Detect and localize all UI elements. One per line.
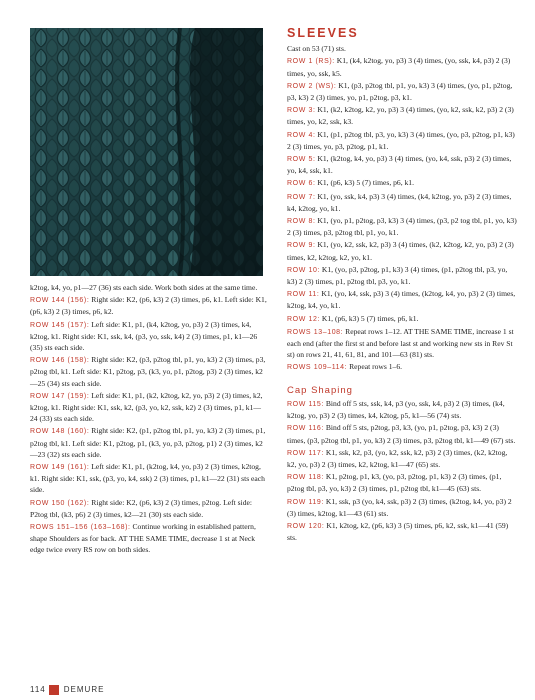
row-text: K1, p2tog, p1, k3, (yo, p3, p2tog, p1, k3) 2 (3) times, (p1, p2tog tbl, p3, yo, k3) 2 (3) times, p1, p2tog tbl, k1—45 (63) sts. (287, 472, 502, 494)
row-text: Right side: K2, (p3, p2tog tbl, p1, yo, k3) 2 (3) times, p3, p2tog tbl, k1. Left side: K1, p2tog, p3, (k3, yo, p1, p2tog, p3) 2 (3) times, k2—25 (34) sts each side. (30, 355, 266, 388)
left-column (30, 282, 267, 557)
row-text: Right side: K2, (p1, p2tog tbl, p1, yo, k3) 2 (3) times, p1, p2tog tbl, k1. Left side: K1, p2tog, p1, (k3, yo, p3, p2tog, p1) 2 (3) times, k2—23 (32) sts each side. (30, 426, 266, 459)
row-text: K1, (yo, k4, ssk, p3) 3 (4) times, (k2tog, k4, yo, p3) 2 (3) times, k2tog, k4, yo, k1. (287, 289, 516, 311)
row-text: Right side: K2, (p6, k3) 2 (3) times, p6, k1. Left side: K1, (p6, k3) 2 (3) times, p6, k2. (30, 295, 267, 317)
row-label: ROW 10: (287, 266, 320, 274)
row-label: ROW 12: (287, 315, 320, 323)
row-text: K1, ssk, k2, p3, (yo, k2, ssk, k2, p3) 2 (3) times, (k2, k2tog, k2, yo, p3) 2 (3) times, k2, k2tog, k1—47 (65) sts. (287, 447, 508, 469)
instruction-paragraph (287, 520, 517, 543)
row-label: ROW 4: (287, 131, 316, 139)
instruction-paragraph (287, 264, 517, 287)
instruction-paragraph (30, 497, 267, 520)
row-text: Repeat rows 1–6. (347, 362, 403, 372)
instruction-paragraph (30, 319, 267, 354)
instruction-paragraph (287, 471, 517, 494)
cast-on-text: Cast on 53 (71) sts. (287, 44, 346, 54)
row-label: ROW 149 (161): (30, 464, 90, 472)
row-text: k2tog, k4, yo, p1—27 (36) sts each side. Work both sides at the same time. (30, 283, 258, 292)
row-text: Right side: K2, (p6, k3) 2 (3) times, p2tog. Left side: P2tog tbl, (k3, p6) 2 (3) times, k2—21 (30) sts each side. (30, 497, 252, 519)
page-number: 114 (30, 685, 46, 694)
row-text: Repeat rows 1–12. AT THE SAME TIME, increase 1 st each end (after the first st and before last st and working new sts in Rev St st) on rows 21, 41, 61, 81, and 101—63 (81) sts. (287, 326, 514, 360)
row-text: Left side: K1, p1, (k2tog, k4, yo, p3) 2 (3) times, k2tog, k1. Right side: K1, ssk, (p3, yo, k4, ssk) 2 (3) times, p1, k1—22 (31) sts each side. (30, 462, 265, 495)
instruction-paragraph (287, 129, 517, 152)
instruction-paragraph (30, 461, 267, 496)
instruction-paragraph (287, 361, 517, 373)
row-label: ROW 147 (159): (30, 392, 90, 400)
row-label: ROW 144 (156): (30, 297, 90, 305)
row-label: ROW 5: (287, 156, 316, 164)
row-text: Left side: K1, p1, (k4, k2tog, yo, p3) 2 (3) times, k4, k2tog, k1. Right side: K1, ssk, k4, (p3, yo, ssk, k4) 2 (3) times, p1, k1—26 (35) sts each side. (30, 319, 258, 353)
instruction-paragraph (287, 288, 517, 311)
instruction-paragraph (287, 422, 517, 445)
row-label: ROW 6: (287, 180, 316, 188)
instruction-paragraph (287, 153, 517, 176)
instruction-paragraph (287, 191, 517, 214)
row-text: K1, (k4, k2tog, yo, p3) 3 (4) times, (yo, ssk, k4, p3) 2 (3) times, yo, ssk, k5. (287, 56, 511, 78)
row-text: K1, k2tog, k2, (p6, k3) 3 (5) times, p6, k2, ssk, k1—41 (59) sts. (287, 520, 509, 543)
row-text: K1, (p6, k3) 5 (7) times, p6, k1. (315, 178, 414, 188)
row-text: K1, (yo, k2, ssk, k2, p3) 3 (4) times, (k2, k2tog, k2, yo, p3) 2 (3) times, k2, k2tog, k2, yo, k1. (287, 240, 514, 262)
instruction-paragraph (30, 294, 267, 317)
row-label: ROW 116: (287, 425, 324, 433)
row-label: ROW 9: (287, 242, 316, 250)
instruction-paragraph (30, 521, 267, 556)
row-label: ROW 119: (287, 498, 324, 506)
instruction-paragraph (287, 239, 517, 262)
row-label: ROW 3: (287, 107, 316, 115)
row-label: ROW 115: (287, 400, 324, 408)
row-label: ROW 120: (287, 522, 325, 530)
instruction-paragraph (287, 326, 517, 361)
row-label: ROW 118: (287, 474, 324, 482)
row-text: K1, (yo, ssk, k4, p3) 3 (4) times, (k4, k2tog, yo, p3) 2 (3) times, k4, k2tog, yo, k1. (287, 191, 512, 213)
red-square-icon (49, 685, 59, 695)
row-label: ROWS 13–108: (287, 328, 344, 336)
sleeves-heading: SLEEVES (287, 26, 359, 40)
row-label: ROWS 109–114: (287, 364, 348, 372)
instruction-paragraph (30, 282, 267, 293)
row-text: Continue working in established pattern, shape Shoulders as for back. AT THE SAME TIME, decrease 1 st at Neck edge twice every RS row on both sides. (30, 522, 256, 555)
instruction-paragraph (287, 55, 517, 78)
row-label: ROW 148 (160): (30, 428, 90, 436)
instruction-paragraph (30, 390, 267, 425)
row-text: K1, ssk, p3 (yo, k4, ssk, p3) 2 (3) times, (k2tog, k4, yo, p3) 2 (3) times, k2tog, k1—43 (61) sts. (287, 496, 512, 518)
row-text: K1, (yo, p3, p2tog, p1, k3) 3 (4) times, (p1, p2tog tbl, p3, yo, k3) 2 (3) times, p1, p2tog tbl, p3, yo, k1. (287, 264, 508, 287)
instruction-paragraph (287, 447, 517, 470)
row-text: K1, (yo, p1, p2tog, p3, k3) 3 (4) times, (p3, p2 tog tbl, p1, yo, k3) 2 (3) times, p3, p2tog tbl, p1, yo, k1. (287, 216, 517, 238)
row-label: ROW 1 (RS): (287, 58, 335, 66)
row-label: ROW 8: (287, 218, 316, 226)
book-title: DEMURE (63, 685, 105, 694)
instruction-paragraph (30, 354, 267, 389)
row-text: Bind off 5 sts, p2tog, p3, k3, (yo, p1, p2tog, p3, k3) 2 (3) times, (p3, p2tog tbl, p1, yo, k3) 2 (3) times, p3, p2tog tbl, k1—49 (67) sts. (287, 423, 516, 445)
row-text: Left side: K1, p1, (k2, k2tog, k2, yo, p3) 2 (3) times, k2, k2tog, k1. Right side: K1, ssk, k2, (p3, yo, k2, ssk, k2) 2 (3) times, p1, k1—24 (33) sts each side. (30, 390, 263, 424)
sleeves-instructions (287, 55, 517, 373)
row-text: K1, (p3, p2tog tbl, p1, yo, k3) 3 (4) times, (yo, p1, p2tog, p3, k3) 2 (3) times, yo, p1, p2tog, p3, k1. (287, 80, 513, 103)
instruction-paragraph (287, 215, 517, 238)
instruction-paragraph (287, 398, 517, 421)
row-label: ROW 7: (287, 193, 316, 201)
row-text: K1, (k2tog, k4, yo, p3) 3 (4) times, (yo, k4, ssk, p3) 2 (3) times, yo, k4, ssk, k1. (287, 154, 512, 176)
instruction-paragraph (30, 425, 267, 460)
knitted-sweater-closeup-icon (30, 28, 263, 276)
knitting-photo (30, 28, 263, 276)
row-label: ROW 145 (157): (30, 321, 90, 329)
cap-shaping-heading: Cap Shaping (287, 384, 353, 396)
row-text: Bind off 5 sts, ssk, k4, p3 (yo, ssk, k4, p3) 2 (3) times, (k4, k2tog, yo, p3) 2 (3) times, k4, k2tog, p5, k1—56 (74) sts. (287, 398, 505, 421)
right-column (287, 28, 517, 544)
instruction-paragraph (287, 80, 517, 103)
row-label: ROW 117: (287, 449, 324, 457)
instruction-paragraph (287, 104, 517, 127)
instruction-paragraph (287, 496, 517, 519)
instruction-paragraph (287, 177, 517, 189)
row-text: K1, (p6, k3) 5 (7) times, p6, k1. (319, 313, 419, 323)
row-label: ROW 11: (287, 291, 320, 299)
row-text: K1, (p1, p2tog tbl, p3, yo, k3) 3 (4) times, (yo, p3, p2tog, p1, k3) 2 (3) times, yo, p3, p2tog, p1, k1. (287, 129, 515, 151)
instruction-paragraph (287, 313, 517, 325)
cap-shaping-instructions (287, 398, 517, 543)
row-label: ROW 150 (162): (30, 499, 90, 507)
row-label: ROW 146 (158): (30, 357, 90, 365)
row-text: K1, (k2, k2tog, k2, yo, p3) 3 (4) times, (yo, k2, ssk, k2, p3) 2 (3) times, yo, k2, ssk, k3. (287, 105, 514, 127)
row-label: ROW 2 (WS): (287, 82, 337, 90)
page-footer (30, 684, 104, 695)
row-label: ROWS 151–156 (163–168): (30, 524, 131, 532)
